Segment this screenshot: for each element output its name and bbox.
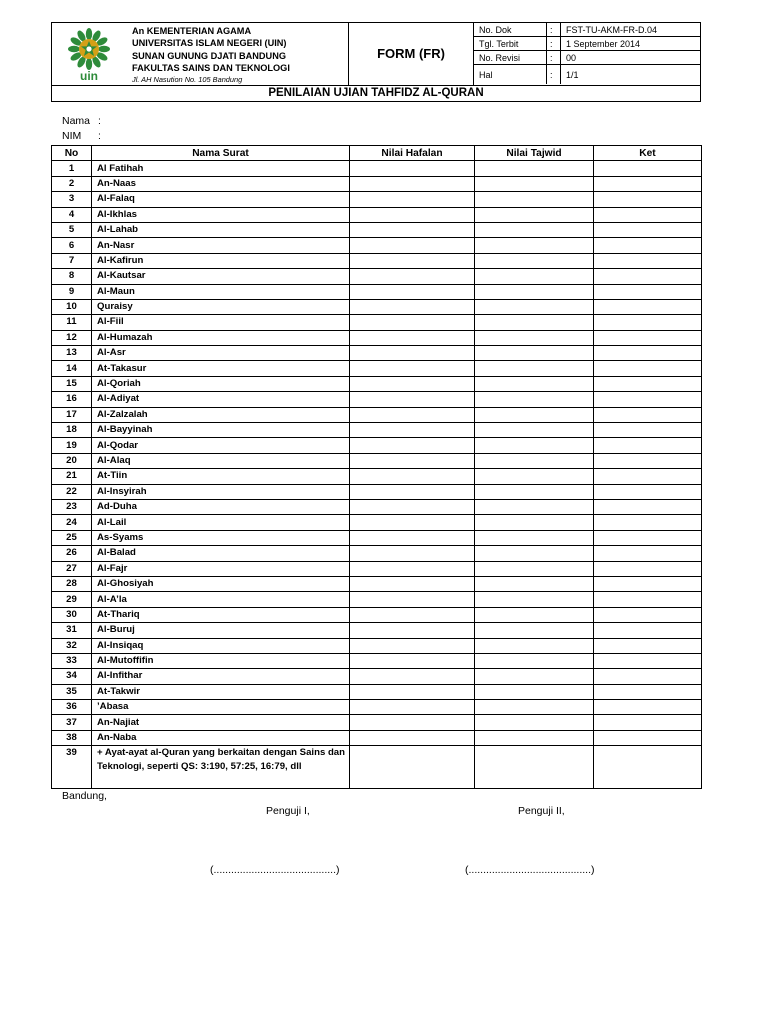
surah-name: Al-Fajr [92, 561, 350, 576]
meta-row [474, 65, 701, 85]
tajwid-score-cell[interactable] [475, 299, 594, 314]
ket-cell[interactable] [594, 361, 702, 376]
table-row [52, 453, 702, 468]
tajwid-score-cell[interactable] [475, 623, 594, 638]
column-header-no: No [52, 146, 92, 161]
ket-cell[interactable] [594, 407, 702, 422]
hafalan-score-cell[interactable] [350, 253, 475, 268]
examiner-2-label: Penguji II, [518, 805, 565, 817]
tajwid-score-cell[interactable] [475, 207, 594, 222]
tajwid-score-cell[interactable] [475, 161, 594, 176]
ket-cell[interactable] [594, 469, 702, 484]
surah-name: As-Syams [92, 530, 350, 545]
ket-cell[interactable] [594, 669, 702, 684]
examiner-1-label: Penguji I, [266, 805, 310, 817]
hafalan-score-cell[interactable] [350, 176, 475, 191]
surah-name: Al-Insyirah [92, 484, 350, 499]
surah-name: Al-Infithar [92, 669, 350, 684]
identity-label: NIM [62, 130, 82, 142]
hafalan-score-cell[interactable] [350, 423, 475, 438]
ket-cell[interactable] [594, 284, 702, 299]
row-number: 4 [52, 207, 92, 222]
row-number: 3 [52, 192, 92, 207]
hafalan-score-cell[interactable] [350, 238, 475, 253]
ket-cell[interactable] [594, 653, 702, 668]
surah-name: Al-Ghosiyah [92, 576, 350, 591]
hafalan-score-cell[interactable] [350, 392, 475, 407]
ket-cell[interactable] [594, 684, 702, 699]
table-row [52, 653, 702, 668]
surah-name: Al-Maun [92, 284, 350, 299]
hafalan-score-cell[interactable] [350, 269, 475, 284]
row-number: 21 [52, 469, 92, 484]
tajwid-score-cell[interactable] [475, 407, 594, 422]
examiner-2-signature-line[interactable]: (..........................................) [465, 864, 595, 876]
surah-name: Al-Lahab [92, 222, 350, 237]
ket-cell[interactable] [594, 423, 702, 438]
examiner-1-signature-line[interactable]: (..........................................) [210, 864, 340, 876]
table-row [52, 346, 702, 361]
tajwid-score-cell[interactable] [475, 592, 594, 607]
ket-cell[interactable] [594, 746, 702, 789]
surah-name: Al-Alaq [92, 453, 350, 468]
surah-name: + Ayat-ayat al-Quran yang berkaitan dengan Sains dan Teknologi, seperti QS: 3:190, 57:25, 16:79, dll [92, 746, 350, 789]
row-number: 10 [52, 299, 92, 314]
ket-cell[interactable] [594, 715, 702, 730]
tajwid-score-cell[interactable] [475, 284, 594, 299]
row-number: 25 [52, 530, 92, 545]
tajwid-score-cell[interactable] [475, 392, 594, 407]
surah-name: Al-Adiyat [92, 392, 350, 407]
tajwid-score-cell[interactable] [475, 253, 594, 268]
identity-colon: : [98, 115, 101, 127]
meta-value: 1 September 2014 [561, 37, 702, 51]
table-row [52, 592, 702, 607]
surah-name: Al-Fiil [92, 315, 350, 330]
ket-cell[interactable] [594, 484, 702, 499]
surah-name: Al-Lail [92, 515, 350, 530]
tajwid-score-cell[interactable] [475, 222, 594, 237]
tajwid-score-cell[interactable] [475, 361, 594, 376]
surah-name: Al-Kautsar [92, 269, 350, 284]
surah-name: Al-Qodar [92, 438, 350, 453]
hafalan-score-cell[interactable] [350, 346, 475, 361]
tajwid-score-cell[interactable] [475, 561, 594, 576]
tajwid-score-cell[interactable] [475, 730, 594, 745]
institution-line: SUNAN GUNUNG DJATI BANDUNG [132, 50, 286, 61]
ket-cell[interactable] [594, 269, 702, 284]
meta-value: 00 [561, 51, 702, 65]
row-number: 12 [52, 330, 92, 345]
ket-cell[interactable] [594, 222, 702, 237]
table-row [52, 299, 702, 314]
ket-cell[interactable] [594, 561, 702, 576]
row-number: 38 [52, 730, 92, 745]
table-row [52, 700, 702, 715]
surah-name: Al-Buruj [92, 623, 350, 638]
meta-colon: : [547, 37, 561, 51]
surah-name: An-Naba [92, 730, 350, 745]
hafalan-score-cell[interactable] [350, 330, 475, 345]
table-row [52, 469, 702, 484]
assessment-table [51, 145, 702, 789]
surah-name: Al-A’la [92, 592, 350, 607]
tajwid-score-cell[interactable] [475, 576, 594, 591]
tajwid-score-cell[interactable] [475, 746, 594, 789]
document-meta-table [474, 23, 701, 84]
ket-cell[interactable] [594, 299, 702, 314]
row-number: 26 [52, 546, 92, 561]
row-number: 34 [52, 669, 92, 684]
hafalan-score-cell[interactable] [350, 469, 475, 484]
row-number: 23 [52, 499, 92, 514]
hafalan-score-cell[interactable] [350, 638, 475, 653]
surah-name: Al-Humazah [92, 330, 350, 345]
surah-name: Al-Balad [92, 546, 350, 561]
row-number: 9 [52, 284, 92, 299]
table-row [52, 392, 702, 407]
hafalan-score-cell[interactable] [350, 453, 475, 468]
table-row [52, 484, 702, 499]
table-row [52, 407, 702, 422]
meta-row [474, 37, 701, 51]
table-row [52, 438, 702, 453]
hafalan-score-cell[interactable] [350, 684, 475, 699]
tajwid-score-cell[interactable] [475, 484, 594, 499]
ket-cell[interactable] [594, 392, 702, 407]
ket-cell[interactable] [594, 700, 702, 715]
tajwid-score-cell[interactable] [475, 515, 594, 530]
surah-name: ’Abasa [92, 700, 350, 715]
ket-cell[interactable] [594, 238, 702, 253]
table-row [52, 269, 702, 284]
table-body [52, 161, 702, 789]
row-number: 36 [52, 700, 92, 715]
hafalan-score-cell[interactable] [350, 484, 475, 499]
surah-name: Al-Falaq [92, 192, 350, 207]
table-row [52, 746, 702, 789]
row-number: 5 [52, 222, 92, 237]
ket-cell[interactable] [594, 730, 702, 745]
tajwid-score-cell[interactable] [475, 607, 594, 622]
tajwid-score-cell[interactable] [475, 453, 594, 468]
surah-name: Ad-Duha [92, 499, 350, 514]
table-row [52, 499, 702, 514]
table-row [52, 330, 702, 345]
ket-cell[interactable] [594, 546, 702, 561]
ket-cell[interactable] [594, 330, 702, 345]
page-title: PENILAIAN UJIAN TAHFIDZ AL-QURAN [51, 85, 701, 102]
surah-name: Al-Kafirun [92, 253, 350, 268]
surah-name: An-Naas [92, 176, 350, 191]
meta-value: 1/1 [566, 69, 579, 80]
hafalan-score-cell[interactable] [350, 546, 475, 561]
table-row [52, 684, 702, 699]
surah-name: Al-Ikhlas [92, 207, 350, 222]
form-title: FORM (FR) [377, 46, 445, 61]
hafalan-score-cell[interactable] [350, 299, 475, 314]
institution-block [132, 25, 347, 86]
meta-key: Hal [474, 65, 547, 85]
row-number: 8 [52, 269, 92, 284]
row-number: 13 [52, 346, 92, 361]
table-row [52, 623, 702, 638]
table-row [52, 423, 702, 438]
column-header-surah: Nama Surat [92, 146, 350, 161]
ket-cell[interactable] [594, 623, 702, 638]
surah-name: At-Takasur [92, 361, 350, 376]
table-row [52, 361, 702, 376]
row-number: 37 [52, 715, 92, 730]
meta-row [474, 23, 701, 37]
row-number: 7 [52, 253, 92, 268]
hafalan-score-cell[interactable] [350, 561, 475, 576]
ket-cell[interactable] [594, 576, 702, 591]
surah-name: Al-Mutoffifin [92, 653, 350, 668]
row-number: 32 [52, 638, 92, 653]
table-row [52, 222, 702, 237]
tajwid-score-cell[interactable] [475, 346, 594, 361]
hafalan-score-cell[interactable] [350, 746, 475, 789]
hafalan-score-cell[interactable] [350, 607, 475, 622]
ket-cell[interactable] [594, 253, 702, 268]
tajwid-score-cell[interactable] [475, 315, 594, 330]
surah-name: Al Fatihah [92, 161, 350, 176]
ket-cell[interactable] [594, 453, 702, 468]
ket-cell[interactable] [594, 192, 702, 207]
row-number: 33 [52, 653, 92, 668]
tajwid-score-cell[interactable] [475, 469, 594, 484]
table-row [52, 730, 702, 745]
ket-cell[interactable] [594, 530, 702, 545]
meta-colon: : [547, 23, 561, 37]
hafalan-score-cell[interactable] [350, 161, 475, 176]
identity-name-field[interactable] [62, 115, 101, 127]
identity-colon: : [98, 130, 101, 142]
surah-name: Al-Insiqaq [92, 638, 350, 653]
tajwid-score-cell[interactable] [475, 546, 594, 561]
ket-cell[interactable] [594, 346, 702, 361]
hafalan-score-cell[interactable] [350, 730, 475, 745]
table-row [52, 607, 702, 622]
row-number: 11 [52, 315, 92, 330]
tajwid-score-cell[interactable] [475, 176, 594, 191]
row-number: 35 [52, 684, 92, 699]
table-row [52, 376, 702, 391]
meta-key: No. Dok [474, 23, 547, 37]
surah-name: Al-Qoriah [92, 376, 350, 391]
row-number: 18 [52, 423, 92, 438]
table-row [52, 638, 702, 653]
hafalan-score-cell[interactable] [350, 515, 475, 530]
ket-cell[interactable] [594, 592, 702, 607]
row-number: 39 [52, 746, 92, 789]
hafalan-score-cell[interactable] [350, 700, 475, 715]
tajwid-score-cell[interactable] [475, 330, 594, 345]
svg-text:uin: uin [80, 69, 98, 83]
row-number: 14 [52, 361, 92, 376]
ket-cell[interactable] [594, 607, 702, 622]
hafalan-score-cell[interactable] [350, 207, 475, 222]
surah-name: Al-Zalzalah [92, 407, 350, 422]
meta-key: Tgl. Terbit [474, 37, 547, 51]
ket-cell[interactable] [594, 207, 702, 222]
tajwid-score-cell[interactable] [475, 238, 594, 253]
identity-label: Nama [62, 115, 91, 127]
table-row [52, 561, 702, 576]
uin-logo-icon [62, 27, 116, 83]
signature-place: Bandung, [62, 790, 107, 802]
hafalan-score-cell[interactable] [350, 315, 475, 330]
hafalan-score-cell[interactable] [350, 284, 475, 299]
column-header-tajwid: Nilai Tajwid [475, 146, 594, 161]
hafalan-score-cell[interactable] [350, 407, 475, 422]
meta-colon: : [547, 65, 561, 85]
row-number: 30 [52, 607, 92, 622]
tajwid-score-cell[interactable] [475, 530, 594, 545]
row-number: 24 [52, 515, 92, 530]
document-header [51, 22, 701, 86]
tajwid-score-cell[interactable] [475, 438, 594, 453]
table-row [52, 515, 702, 530]
hafalan-score-cell[interactable] [350, 592, 475, 607]
hafalan-score-cell[interactable] [350, 376, 475, 391]
surah-name: At-Thariq [92, 607, 350, 622]
surah-name: Al-Bayyinah [92, 423, 350, 438]
tajwid-score-cell[interactable] [475, 669, 594, 684]
table-row [52, 576, 702, 591]
table-row [52, 669, 702, 684]
table-row [52, 192, 702, 207]
ket-cell[interactable] [594, 176, 702, 191]
table-row [52, 546, 702, 561]
column-header-hafalan: Nilai Hafalan [350, 146, 475, 161]
row-number: 31 [52, 623, 92, 638]
tajwid-score-cell[interactable] [475, 376, 594, 391]
table-row [52, 207, 702, 222]
surah-name: At-Tiin [92, 469, 350, 484]
row-number: 15 [52, 376, 92, 391]
surah-name: At-Takwir [92, 684, 350, 699]
table-header-row [52, 146, 702, 161]
table-row [52, 715, 702, 730]
ket-cell[interactable] [594, 315, 702, 330]
table-row [52, 238, 702, 253]
surah-name: An-Najiat [92, 715, 350, 730]
table-row [52, 161, 702, 176]
table-row [52, 530, 702, 545]
hafalan-score-cell[interactable] [350, 669, 475, 684]
surah-name: An-Nasr [92, 238, 350, 253]
tajwid-score-cell[interactable] [475, 715, 594, 730]
ket-cell[interactable] [594, 161, 702, 176]
tajwid-score-cell[interactable] [475, 192, 594, 207]
surah-name: Al-Asr [92, 346, 350, 361]
hafalan-score-cell[interactable] [350, 623, 475, 638]
hafalan-score-cell[interactable] [350, 192, 475, 207]
meta-key: No. Revisi [474, 51, 547, 65]
hafalan-score-cell[interactable] [350, 576, 475, 591]
institution-line: FAKULTAS SAINS DAN TEKNOLOGI [132, 62, 290, 73]
row-number: 17 [52, 407, 92, 422]
ket-cell[interactable] [594, 438, 702, 453]
tajwid-score-cell[interactable] [475, 684, 594, 699]
ket-cell[interactable] [594, 499, 702, 514]
row-number: 22 [52, 484, 92, 499]
row-number: 27 [52, 561, 92, 576]
row-number: 19 [52, 438, 92, 453]
hafalan-score-cell[interactable] [350, 361, 475, 376]
institution-line: UNIVERSITAS ISLAM NEGERI (UIN) [132, 38, 287, 49]
column-header-ket: Ket [594, 146, 702, 161]
identity-nim-field[interactable] [62, 130, 101, 142]
surah-name: Quraisy [92, 299, 350, 314]
table-row [52, 176, 702, 191]
tajwid-score-cell[interactable] [475, 269, 594, 284]
hafalan-score-cell[interactable] [350, 715, 475, 730]
institution-address: Jl. AH Nasution No. 105 Bandung [132, 75, 243, 85]
meta-colon: : [547, 51, 561, 65]
row-number: 16 [52, 392, 92, 407]
tajwid-score-cell[interactable] [475, 653, 594, 668]
table-row [52, 315, 702, 330]
hafalan-score-cell[interactable] [350, 499, 475, 514]
ket-cell[interactable] [594, 515, 702, 530]
row-number: 2 [52, 176, 92, 191]
row-number: 6 [52, 238, 92, 253]
tajwid-score-cell[interactable] [475, 423, 594, 438]
hafalan-score-cell[interactable] [350, 530, 475, 545]
tajwid-score-cell[interactable] [475, 638, 594, 653]
hafalan-score-cell[interactable] [350, 653, 475, 668]
ket-cell[interactable] [594, 638, 702, 653]
table-row [52, 284, 702, 299]
row-number: 29 [52, 592, 92, 607]
tajwid-score-cell[interactable] [475, 700, 594, 715]
row-number: 1 [52, 161, 92, 176]
row-number: 28 [52, 576, 92, 591]
row-number: 20 [52, 453, 92, 468]
table-row [52, 253, 702, 268]
meta-row [474, 51, 701, 65]
tajwid-score-cell[interactable] [475, 499, 594, 514]
institution-line: An KEMENTERIAN AGAMA [132, 26, 252, 36]
ket-cell[interactable] [594, 376, 702, 391]
hafalan-score-cell[interactable] [350, 222, 475, 237]
meta-value: FST-TU-AKM-FR-D.04 [561, 23, 702, 37]
hafalan-score-cell[interactable] [350, 438, 475, 453]
